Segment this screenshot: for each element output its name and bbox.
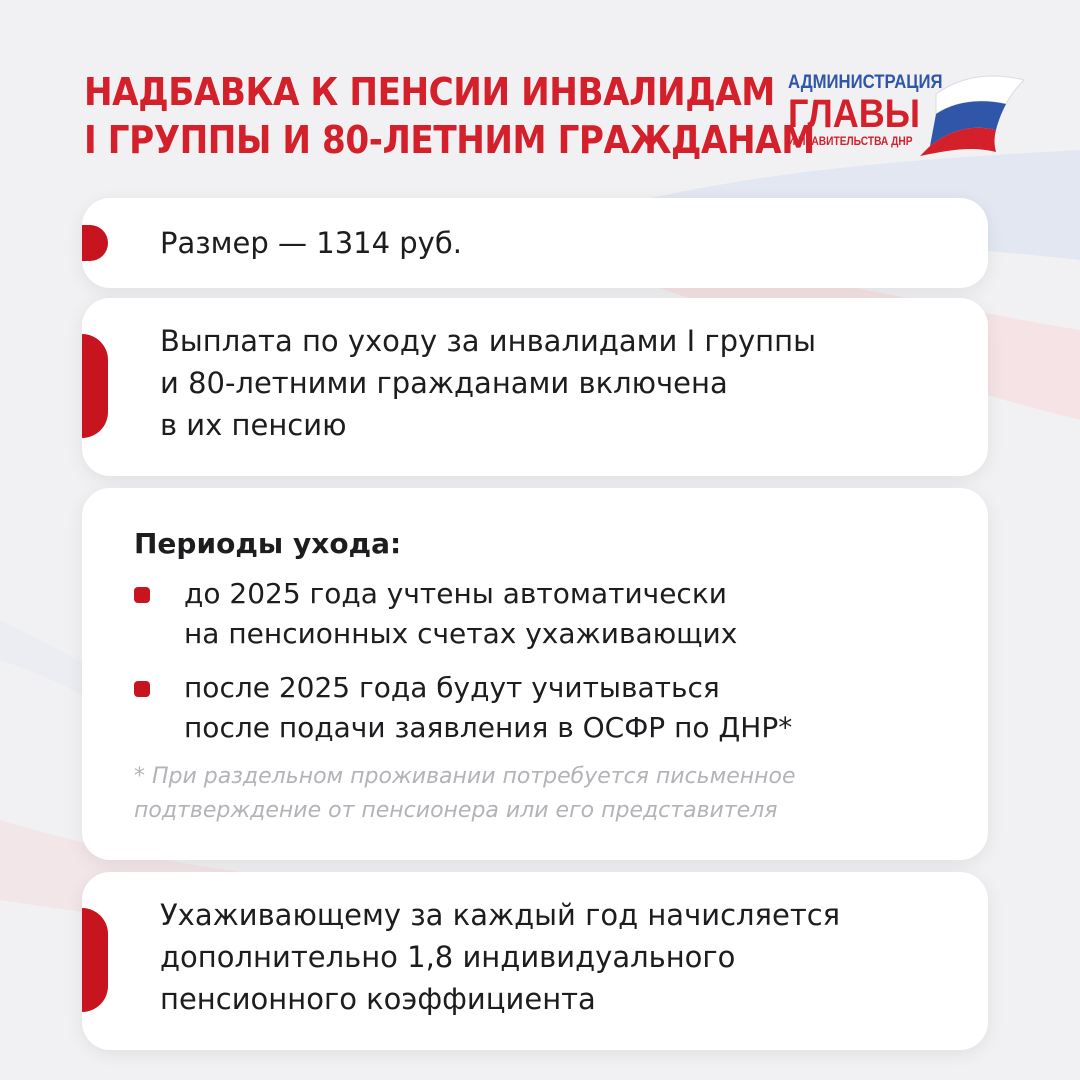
- card-marker: [82, 225, 108, 261]
- administration-logo: [788, 72, 1028, 162]
- coefficient-card: [82, 872, 988, 1050]
- bullet-icon: [134, 681, 150, 697]
- list-item-text: после 2025 года будут учитываться после подачи заявления в ОСФР по ДНР*: [184, 671, 793, 744]
- logo-line-1: АДМИНИСТРАЦИЯ: [788, 72, 943, 93]
- title-line-2: I ГРУППЫ И 80-ЛЕТНИМ ГРАЖДАНАМ: [84, 118, 815, 162]
- list-item-text: до 2025 года учтены автоматически на пенсионных счетах ухаживающих: [184, 577, 738, 650]
- payment-card: [82, 298, 988, 476]
- page-title: [84, 68, 815, 164]
- title-line-1: НАДБАВКА К ПЕНСИИ ИНВАЛИДАМ: [84, 70, 775, 114]
- size-card: [82, 198, 988, 288]
- card-marker: [82, 334, 108, 438]
- payment-text: Выплата по уходу за инвалидами I группы и 80-летними гражданами включена в их пенсию: [160, 324, 816, 442]
- periods-title: Периоды ухода:: [134, 527, 402, 560]
- bullet-icon: [134, 587, 150, 603]
- footnote: * При раздельном проживании потребуется письменное подтверждение от пенсионера или его представителя: [134, 764, 796, 823]
- flag-icon: [906, 72, 1028, 156]
- logo-line-2: ГЛАВЫ: [788, 92, 921, 136]
- size-text: Размер — 1314 руб.: [160, 226, 462, 260]
- coefficient-text: Ухаживающему за каждый год начисляется дополнительно 1,8 индивидуального пенсионного коэффициента: [160, 898, 841, 1016]
- card-marker: [82, 908, 108, 1012]
- logo-line-3: И ПРАВИТЕЛЬСТВА ДНР: [788, 134, 913, 148]
- periods-card: [82, 488, 988, 860]
